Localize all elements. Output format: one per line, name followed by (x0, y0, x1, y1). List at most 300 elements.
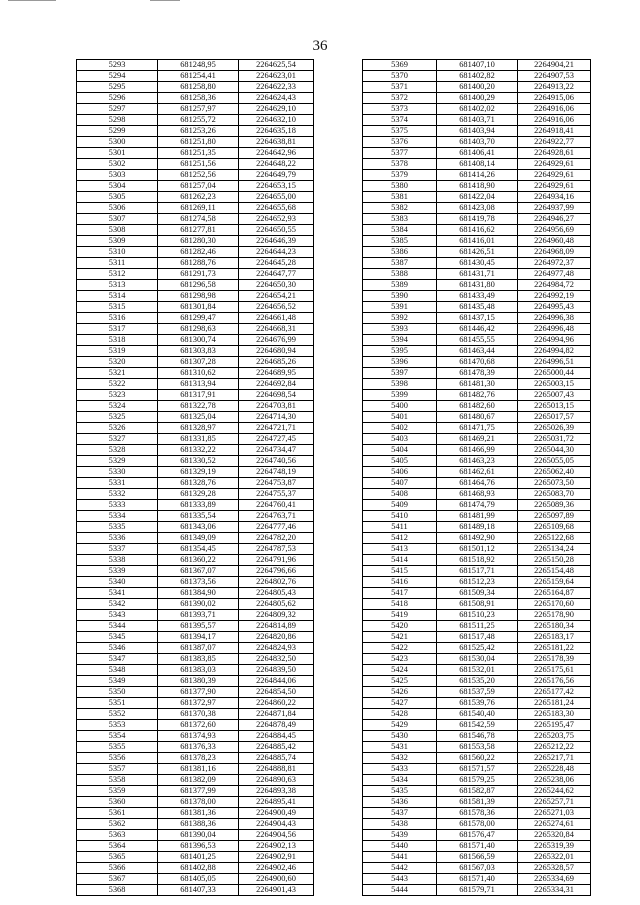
y-coordinate-cell: 2264740,56 (239, 456, 314, 467)
x-coordinate-cell: 681373,56 (158, 577, 239, 588)
x-coordinate-cell: 681402,02 (437, 104, 518, 115)
table-row (363, 632, 591, 643)
table-row (363, 786, 591, 797)
x-coordinate-cell: 681508,91 (437, 599, 518, 610)
point-number-cell: 5305 (77, 192, 158, 203)
y-coordinate-cell: 2264802,76 (239, 577, 314, 588)
y-coordinate-cell: 2264655,00 (239, 192, 314, 203)
table-row (77, 115, 314, 126)
x-coordinate-cell: 681463,44 (437, 346, 518, 357)
scan-edge-mark (8, 0, 56, 1)
point-number-cell: 5372 (363, 93, 437, 104)
point-number-cell: 5368 (77, 885, 158, 896)
y-coordinate-cell: 2265195,47 (518, 720, 591, 731)
x-coordinate-cell: 681402,88 (158, 863, 239, 874)
point-number-cell: 5299 (77, 126, 158, 137)
point-number-cell: 5396 (363, 357, 437, 368)
point-number-cell: 5405 (363, 456, 437, 467)
x-coordinate-cell: 681251,80 (158, 137, 239, 148)
point-number-cell: 5438 (363, 819, 437, 830)
point-number-cell: 5394 (363, 335, 437, 346)
table-row (77, 687, 314, 698)
x-coordinate-cell: 681381,36 (158, 808, 239, 819)
point-number-cell: 5347 (77, 654, 158, 665)
point-number-cell: 5337 (77, 544, 158, 555)
y-coordinate-cell: 2265109,68 (518, 522, 591, 533)
y-coordinate-cell: 2265083,70 (518, 489, 591, 500)
point-number-cell: 5345 (77, 632, 158, 643)
table-row (363, 610, 591, 621)
y-coordinate-cell: 2264922,77 (518, 137, 591, 148)
y-coordinate-cell: 2264734,47 (239, 445, 314, 456)
x-coordinate-cell: 681329,28 (158, 489, 239, 500)
y-coordinate-cell: 2264796,66 (239, 566, 314, 577)
x-coordinate-cell: 681546,78 (437, 731, 518, 742)
x-coordinate-cell: 681466,99 (437, 445, 518, 456)
table-row (363, 819, 591, 830)
y-coordinate-cell: 2265154,48 (518, 566, 591, 577)
table-row (77, 621, 314, 632)
table-row (363, 247, 591, 258)
table-row (363, 841, 591, 852)
point-number-cell: 5386 (363, 247, 437, 258)
table-row (363, 390, 591, 401)
point-number-cell: 5426 (363, 687, 437, 698)
table-row (77, 654, 314, 665)
y-coordinate-cell: 2264632,10 (239, 115, 314, 126)
x-coordinate-cell: 681374,93 (158, 731, 239, 742)
point-number-cell: 5408 (363, 489, 437, 500)
y-coordinate-cell: 2264904,43 (239, 819, 314, 830)
x-coordinate-cell: 681354,45 (158, 544, 239, 555)
point-number-cell: 5402 (363, 423, 437, 434)
x-coordinate-cell: 681578,36 (437, 808, 518, 819)
point-number-cell: 5411 (363, 522, 437, 533)
x-coordinate-cell: 681372,97 (158, 698, 239, 709)
table-row (77, 533, 314, 544)
point-number-cell: 5335 (77, 522, 158, 533)
point-number-cell: 5410 (363, 511, 437, 522)
y-coordinate-cell: 2264629,10 (239, 104, 314, 115)
table-row (77, 379, 314, 390)
table-row (77, 588, 314, 599)
y-coordinate-cell: 2264915,06 (518, 93, 591, 104)
x-coordinate-cell: 681381,16 (158, 764, 239, 775)
table-row (77, 874, 314, 885)
table-row (363, 137, 591, 148)
table-row (77, 885, 314, 896)
y-coordinate-cell: 2264654,21 (239, 291, 314, 302)
x-coordinate-cell: 681383,85 (158, 654, 239, 665)
table-row (363, 434, 591, 445)
x-coordinate-cell: 681408,14 (437, 159, 518, 170)
point-number-cell: 5442 (363, 863, 437, 874)
point-number-cell: 5359 (77, 786, 158, 797)
x-coordinate-cell: 681403,71 (437, 115, 518, 126)
y-coordinate-cell: 2264885,42 (239, 742, 314, 753)
table-row (363, 731, 591, 742)
x-coordinate-cell: 681581,39 (437, 797, 518, 808)
point-number-cell: 5436 (363, 797, 437, 808)
y-coordinate-cell: 2264820,86 (239, 632, 314, 643)
point-number-cell: 5430 (363, 731, 437, 742)
table-row (363, 368, 591, 379)
point-number-cell: 5294 (77, 71, 158, 82)
point-number-cell: 5425 (363, 676, 437, 687)
x-coordinate-cell: 681419,78 (437, 214, 518, 225)
point-number-cell: 5306 (77, 203, 158, 214)
table-row (363, 885, 591, 896)
table-row (77, 203, 314, 214)
table-row (363, 82, 591, 93)
point-number-cell: 5406 (363, 467, 437, 478)
x-coordinate-cell: 681403,70 (437, 137, 518, 148)
point-number-cell: 5365 (77, 852, 158, 863)
y-coordinate-cell: 2264642,96 (239, 148, 314, 159)
point-number-cell: 5302 (77, 159, 158, 170)
point-number-cell: 5310 (77, 247, 158, 258)
point-number-cell: 5415 (363, 566, 437, 577)
y-coordinate-cell: 2264647,77 (239, 269, 314, 280)
x-coordinate-cell: 681325,04 (158, 412, 239, 423)
point-number-cell: 5296 (77, 93, 158, 104)
point-number-cell: 5419 (363, 610, 437, 621)
table-row (363, 533, 591, 544)
table-row (77, 71, 314, 82)
table-row (363, 687, 591, 698)
table-row (77, 643, 314, 654)
point-number-cell: 5361 (77, 808, 158, 819)
x-coordinate-cell: 681322,78 (158, 401, 239, 412)
x-coordinate-cell: 681254,41 (158, 71, 239, 82)
table-row (363, 742, 591, 753)
table-row (77, 93, 314, 104)
table-row (363, 258, 591, 269)
point-number-cell: 5369 (363, 60, 437, 71)
x-coordinate-cell: 681301,84 (158, 302, 239, 313)
y-coordinate-cell: 2264753,87 (239, 478, 314, 489)
x-coordinate-cell: 681378,23 (158, 753, 239, 764)
y-coordinate-cell: 2264676,99 (239, 335, 314, 346)
x-coordinate-cell: 681277,81 (158, 225, 239, 236)
table-row (363, 555, 591, 566)
table-row (77, 159, 314, 170)
y-coordinate-cell: 2264902,46 (239, 863, 314, 874)
point-number-cell: 5297 (77, 104, 158, 115)
y-coordinate-cell: 2264648,22 (239, 159, 314, 170)
table-row (77, 764, 314, 775)
x-coordinate-cell: 681576,47 (437, 830, 518, 841)
y-coordinate-cell: 2265183,17 (518, 632, 591, 643)
table-row (77, 456, 314, 467)
table-row (363, 192, 591, 203)
y-coordinate-cell: 2265134,24 (518, 544, 591, 555)
y-coordinate-cell: 2264916,06 (518, 104, 591, 115)
x-coordinate-cell: 681462,61 (437, 467, 518, 478)
table-row (363, 808, 591, 819)
table-row (363, 71, 591, 82)
point-number-cell: 5377 (363, 148, 437, 159)
point-number-cell: 5319 (77, 346, 158, 357)
x-coordinate-cell: 681349,09 (158, 533, 239, 544)
x-coordinate-cell: 681431,80 (437, 280, 518, 291)
table-row (77, 126, 314, 137)
point-number-cell: 5387 (363, 258, 437, 269)
x-coordinate-cell: 681539,76 (437, 698, 518, 709)
point-number-cell: 5336 (77, 533, 158, 544)
x-coordinate-cell: 681430,45 (437, 258, 518, 269)
x-coordinate-cell: 681251,35 (158, 148, 239, 159)
table-row (77, 599, 314, 610)
y-coordinate-cell: 2265007,43 (518, 390, 591, 401)
table-row (77, 841, 314, 852)
table-row (363, 566, 591, 577)
y-coordinate-cell: 2264918,41 (518, 126, 591, 137)
y-coordinate-cell: 2264689,95 (239, 368, 314, 379)
point-number-cell: 5366 (77, 863, 158, 874)
point-number-cell: 5295 (77, 82, 158, 93)
table-row (77, 819, 314, 830)
x-coordinate-cell: 681367,07 (158, 566, 239, 577)
point-number-cell: 5401 (363, 412, 437, 423)
point-number-cell: 5317 (77, 324, 158, 335)
y-coordinate-cell: 2264655,68 (239, 203, 314, 214)
y-coordinate-cell: 2264895,41 (239, 797, 314, 808)
point-number-cell: 5444 (363, 885, 437, 896)
table-row (363, 104, 591, 115)
point-number-cell: 5433 (363, 764, 437, 775)
x-coordinate-cell: 681535,20 (437, 676, 518, 687)
table-row (77, 698, 314, 709)
table-row (77, 566, 314, 577)
x-coordinate-cell: 681298,98 (158, 291, 239, 302)
x-coordinate-cell: 681329,19 (158, 467, 239, 478)
x-coordinate-cell: 681252,56 (158, 170, 239, 181)
point-number-cell: 5331 (77, 478, 158, 489)
x-coordinate-cell: 681262,23 (158, 192, 239, 203)
point-number-cell: 5388 (363, 269, 437, 280)
table-row (363, 115, 591, 126)
table-row (77, 357, 314, 368)
x-coordinate-cell: 681433,49 (437, 291, 518, 302)
x-coordinate-cell: 681435,48 (437, 302, 518, 313)
table-row (77, 192, 314, 203)
table-row (77, 368, 314, 379)
point-number-cell: 5322 (77, 379, 158, 390)
y-coordinate-cell: 2264994,82 (518, 346, 591, 357)
x-coordinate-cell: 681328,97 (158, 423, 239, 434)
y-coordinate-cell: 2265017,57 (518, 412, 591, 423)
y-coordinate-cell: 2264902,91 (239, 852, 314, 863)
y-coordinate-cell: 2264656,52 (239, 302, 314, 313)
x-coordinate-cell: 681482,60 (437, 401, 518, 412)
y-coordinate-cell: 2264934,16 (518, 192, 591, 203)
point-number-cell: 5354 (77, 731, 158, 742)
y-coordinate-cell: 2264871,84 (239, 709, 314, 720)
y-coordinate-cell: 2264960,48 (518, 236, 591, 247)
left-table-body (77, 60, 314, 896)
x-coordinate-cell: 681492,90 (437, 533, 518, 544)
y-coordinate-cell: 2265244,62 (518, 786, 591, 797)
table-row (77, 610, 314, 621)
y-coordinate-cell: 2264929,61 (518, 170, 591, 181)
y-coordinate-cell: 2264839,50 (239, 665, 314, 676)
y-coordinate-cell: 2265320,84 (518, 830, 591, 841)
table-row (77, 863, 314, 874)
point-number-cell: 5326 (77, 423, 158, 434)
table-row (363, 720, 591, 731)
y-coordinate-cell: 2265003,15 (518, 379, 591, 390)
x-coordinate-cell: 681474,79 (437, 500, 518, 511)
y-coordinate-cell: 2264878,49 (239, 720, 314, 731)
point-number-cell: 5324 (77, 401, 158, 412)
y-coordinate-cell: 2264956,69 (518, 225, 591, 236)
point-number-cell: 5362 (77, 819, 158, 830)
point-number-cell: 5384 (363, 225, 437, 236)
table-row (363, 830, 591, 841)
x-coordinate-cell: 681299,47 (158, 313, 239, 324)
point-number-cell: 5353 (77, 720, 158, 731)
x-coordinate-cell: 681553,58 (437, 742, 518, 753)
y-coordinate-cell: 2265238,06 (518, 775, 591, 786)
table-row (363, 665, 591, 676)
point-number-cell: 5352 (77, 709, 158, 720)
x-coordinate-cell: 681251,56 (158, 159, 239, 170)
table-row (77, 390, 314, 401)
table-row (363, 489, 591, 500)
x-coordinate-cell: 681468,93 (437, 489, 518, 500)
y-coordinate-cell: 2265217,71 (518, 753, 591, 764)
y-coordinate-cell: 2264644,23 (239, 247, 314, 258)
y-coordinate-cell: 2264977,48 (518, 269, 591, 280)
x-coordinate-cell: 681571,40 (437, 874, 518, 885)
table-row (77, 214, 314, 225)
table-row (363, 225, 591, 236)
table-row (363, 313, 591, 324)
y-coordinate-cell: 2264805,62 (239, 599, 314, 610)
y-coordinate-cell: 2264937,99 (518, 203, 591, 214)
point-number-cell: 5338 (77, 555, 158, 566)
table-row (363, 511, 591, 522)
y-coordinate-cell: 2264860,22 (239, 698, 314, 709)
y-coordinate-cell: 2264929,61 (518, 159, 591, 170)
point-number-cell: 5421 (363, 632, 437, 643)
x-coordinate-cell: 681401,25 (158, 852, 239, 863)
point-number-cell: 5293 (77, 60, 158, 71)
y-coordinate-cell: 2264996,51 (518, 357, 591, 368)
point-number-cell: 5398 (363, 379, 437, 390)
y-coordinate-cell: 2265089,36 (518, 500, 591, 511)
y-coordinate-cell: 2264902,13 (239, 841, 314, 852)
x-coordinate-cell: 681480,67 (437, 412, 518, 423)
table-row (363, 126, 591, 137)
point-number-cell: 5327 (77, 434, 158, 445)
x-coordinate-cell: 681571,40 (437, 841, 518, 852)
y-coordinate-cell: 2265031,72 (518, 434, 591, 445)
table-row (363, 148, 591, 159)
x-coordinate-cell: 681482,76 (437, 390, 518, 401)
x-coordinate-cell: 681307,28 (158, 357, 239, 368)
table-row (363, 643, 591, 654)
y-coordinate-cell: 2264782,20 (239, 533, 314, 544)
table-row (77, 302, 314, 313)
y-coordinate-cell: 2265044,30 (518, 445, 591, 456)
point-number-cell: 5334 (77, 511, 158, 522)
table-row (77, 742, 314, 753)
table-row (77, 412, 314, 423)
x-coordinate-cell: 681566,59 (437, 852, 518, 863)
table-row (363, 93, 591, 104)
x-coordinate-cell: 681518,92 (437, 555, 518, 566)
table-row (363, 181, 591, 192)
x-coordinate-cell: 681396,53 (158, 841, 239, 852)
table-row (363, 302, 591, 313)
x-coordinate-cell: 681567,03 (437, 863, 518, 874)
y-coordinate-cell: 2264721,71 (239, 423, 314, 434)
x-coordinate-cell: 681489,18 (437, 522, 518, 533)
point-number-cell: 5390 (363, 291, 437, 302)
x-coordinate-cell: 681501,12 (437, 544, 518, 555)
y-coordinate-cell: 2265334,69 (518, 874, 591, 885)
table-row (77, 489, 314, 500)
y-coordinate-cell: 2265181,24 (518, 698, 591, 709)
table-row (77, 665, 314, 676)
point-number-cell: 5379 (363, 170, 437, 181)
y-coordinate-cell: 2265183,30 (518, 709, 591, 720)
point-number-cell: 5342 (77, 599, 158, 610)
point-number-cell: 5328 (77, 445, 158, 456)
x-coordinate-cell: 681510,23 (437, 610, 518, 621)
table-row (77, 709, 314, 720)
y-coordinate-cell: 2264703,81 (239, 401, 314, 412)
point-number-cell: 5399 (363, 390, 437, 401)
left-coordinates-table (76, 59, 314, 896)
table-row (363, 467, 591, 478)
y-coordinate-cell: 2265164,87 (518, 588, 591, 599)
y-coordinate-cell: 2264646,39 (239, 236, 314, 247)
y-coordinate-cell: 2264623,01 (239, 71, 314, 82)
point-number-cell: 5371 (363, 82, 437, 93)
point-number-cell: 5397 (363, 368, 437, 379)
table-row (77, 467, 314, 478)
point-number-cell: 5418 (363, 599, 437, 610)
y-coordinate-cell: 2264661,48 (239, 313, 314, 324)
point-number-cell: 5315 (77, 302, 158, 313)
x-coordinate-cell: 681255,72 (158, 115, 239, 126)
table-row (363, 60, 591, 71)
y-coordinate-cell: 2264996,38 (518, 313, 591, 324)
x-coordinate-cell: 681387,07 (158, 643, 239, 654)
y-coordinate-cell: 2264791,96 (239, 555, 314, 566)
point-number-cell: 5329 (77, 456, 158, 467)
table-row (77, 170, 314, 181)
point-number-cell: 5312 (77, 269, 158, 280)
y-coordinate-cell: 2264884,45 (239, 731, 314, 742)
y-coordinate-cell: 2265274,61 (518, 819, 591, 830)
point-number-cell: 5395 (363, 346, 437, 357)
point-number-cell: 5333 (77, 500, 158, 511)
y-coordinate-cell: 2264929,61 (518, 181, 591, 192)
x-coordinate-cell: 681455,55 (437, 335, 518, 346)
table-row (77, 544, 314, 555)
table-row (363, 764, 591, 775)
x-coordinate-cell: 681343,06 (158, 522, 239, 533)
x-coordinate-cell: 681418,90 (437, 181, 518, 192)
x-coordinate-cell: 681332,22 (158, 445, 239, 456)
y-coordinate-cell: 2265228,48 (518, 764, 591, 775)
point-number-cell: 5349 (77, 676, 158, 687)
x-coordinate-cell: 681310,62 (158, 368, 239, 379)
